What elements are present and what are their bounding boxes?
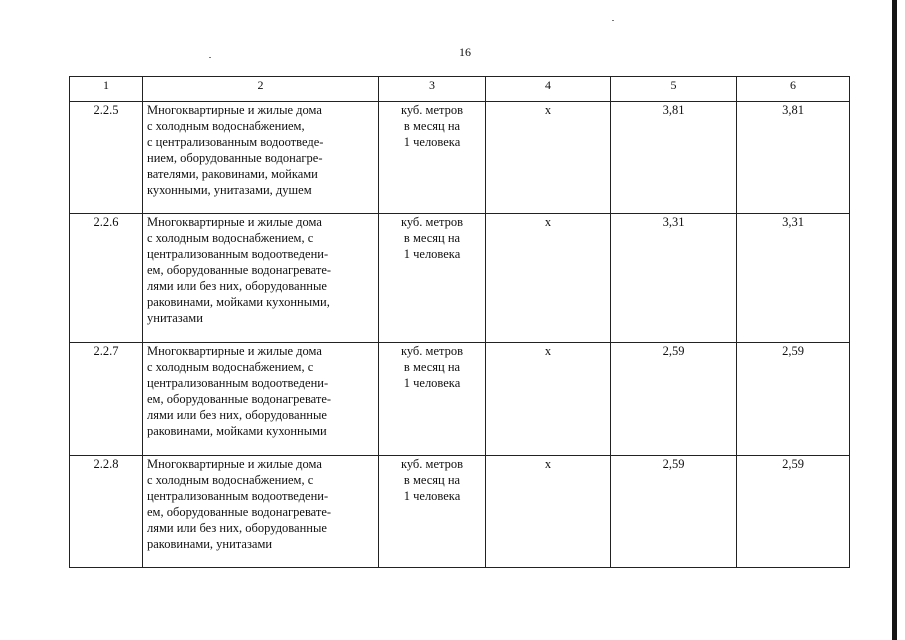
row-col4-value: х: [486, 102, 611, 214]
row-col4-value: х: [486, 456, 611, 568]
row-description: [143, 343, 379, 456]
unit-line: в месяц на: [403, 360, 461, 374]
description-line: Многоквартирные и жилые дома: [147, 103, 322, 117]
row-unit: [379, 102, 486, 214]
row-col4-value: х: [486, 214, 611, 343]
unit-line: 1 человека: [403, 489, 461, 503]
row-code: 2.2.8: [70, 456, 143, 568]
table-row: [70, 456, 850, 568]
description-line: с холодным водоснабжением, с: [147, 360, 314, 374]
row-code: 2.2.6: [70, 214, 143, 343]
header-row: [70, 77, 850, 102]
row-col5-value: 2,59: [611, 343, 737, 456]
row-code: 2.2.5: [70, 102, 143, 214]
header-col-1: 1: [70, 77, 143, 102]
unit-line: в месяц на: [403, 231, 461, 245]
unit-line: 1 человека: [403, 247, 461, 261]
description-line: ем, оборудованные водонагревате-: [147, 263, 332, 277]
unit-line: куб. метров: [400, 344, 464, 358]
description-line: Многоквартирные и жилые дома: [147, 344, 322, 358]
row-unit: [379, 214, 486, 343]
row-description: [143, 102, 379, 214]
header-col-6: 6: [737, 77, 850, 102]
header-col-3: 3: [379, 77, 486, 102]
description-line: Многоквартирные и жилые дома: [147, 457, 322, 471]
description-line: лями или без них, оборудованные: [147, 279, 327, 293]
row-col5-value: 3,31: [611, 214, 737, 343]
scan-edge-bar: [892, 0, 897, 640]
description-line: с холодным водоснабжением, с: [147, 231, 314, 245]
description-line: ем, оборудованные водонагревате-: [147, 392, 332, 406]
unit-line: куб. метров: [400, 215, 464, 229]
description-line: лями или без них, оборудованные: [147, 408, 327, 422]
row-unit: [379, 343, 486, 456]
unit-line: 1 человека: [403, 135, 461, 149]
header-col-5: 5: [611, 77, 737, 102]
description-line: нием, оборудованные водонагре-: [147, 151, 323, 165]
description-line: раковинами, унитазами: [147, 537, 273, 551]
row-col6-value: 2,59: [737, 456, 850, 568]
unit-line: 1 человека: [403, 376, 461, 390]
description-line: раковинами, мойками кухонными,: [147, 295, 330, 309]
unit-line: в месяц на: [403, 119, 461, 133]
table-row: [70, 214, 850, 343]
table-row: [70, 343, 850, 456]
unit-line: куб. метров: [400, 103, 464, 117]
row-code: 2.2.7: [70, 343, 143, 456]
row-col5-value: 3,81: [611, 102, 737, 214]
description-line: ем, оборудованные водонагревате-: [147, 505, 332, 519]
description-line: лями или без них, оборудованные: [147, 521, 327, 535]
description-line: с холодным водоснабжением, с: [147, 473, 314, 487]
row-col6-value: 3,81: [737, 102, 850, 214]
description-line: с холодным водоснабжением,: [147, 119, 305, 133]
description-line: вателями, раковинами, мойками: [147, 167, 318, 181]
unit-line: в месяц на: [403, 473, 461, 487]
page-number: 16: [459, 45, 471, 59]
table-body: [70, 77, 850, 568]
unit-line: куб. метров: [400, 457, 464, 471]
row-unit: [379, 456, 486, 568]
row-col5-value: 2,59: [611, 456, 737, 568]
table-row: [70, 102, 850, 214]
row-description: [143, 456, 379, 568]
description-line: раковинами, мойками кухонными: [147, 424, 327, 438]
row-col6-value: 3,31: [737, 214, 850, 343]
row-description: [143, 214, 379, 343]
description-line: централизованным водоотведени-: [147, 376, 329, 390]
scan-speck: [209, 57, 211, 58]
scan-speck: [612, 20, 614, 21]
description-line: кухонными, унитазами, душем: [147, 183, 312, 197]
description-line: Многоквартирные и жилые дома: [147, 215, 322, 229]
header-col-2: 2: [143, 77, 379, 102]
header-col-4: 4: [486, 77, 611, 102]
description-line: унитазами: [147, 311, 203, 325]
description-line: централизованным водоотведени-: [147, 489, 329, 503]
norms-table: [69, 76, 850, 568]
description-line: с централизованным водоотведе-: [147, 135, 324, 149]
row-col4-value: х: [486, 343, 611, 456]
row-col6-value: 2,59: [737, 343, 850, 456]
description-line: централизованным водоотведени-: [147, 247, 329, 261]
